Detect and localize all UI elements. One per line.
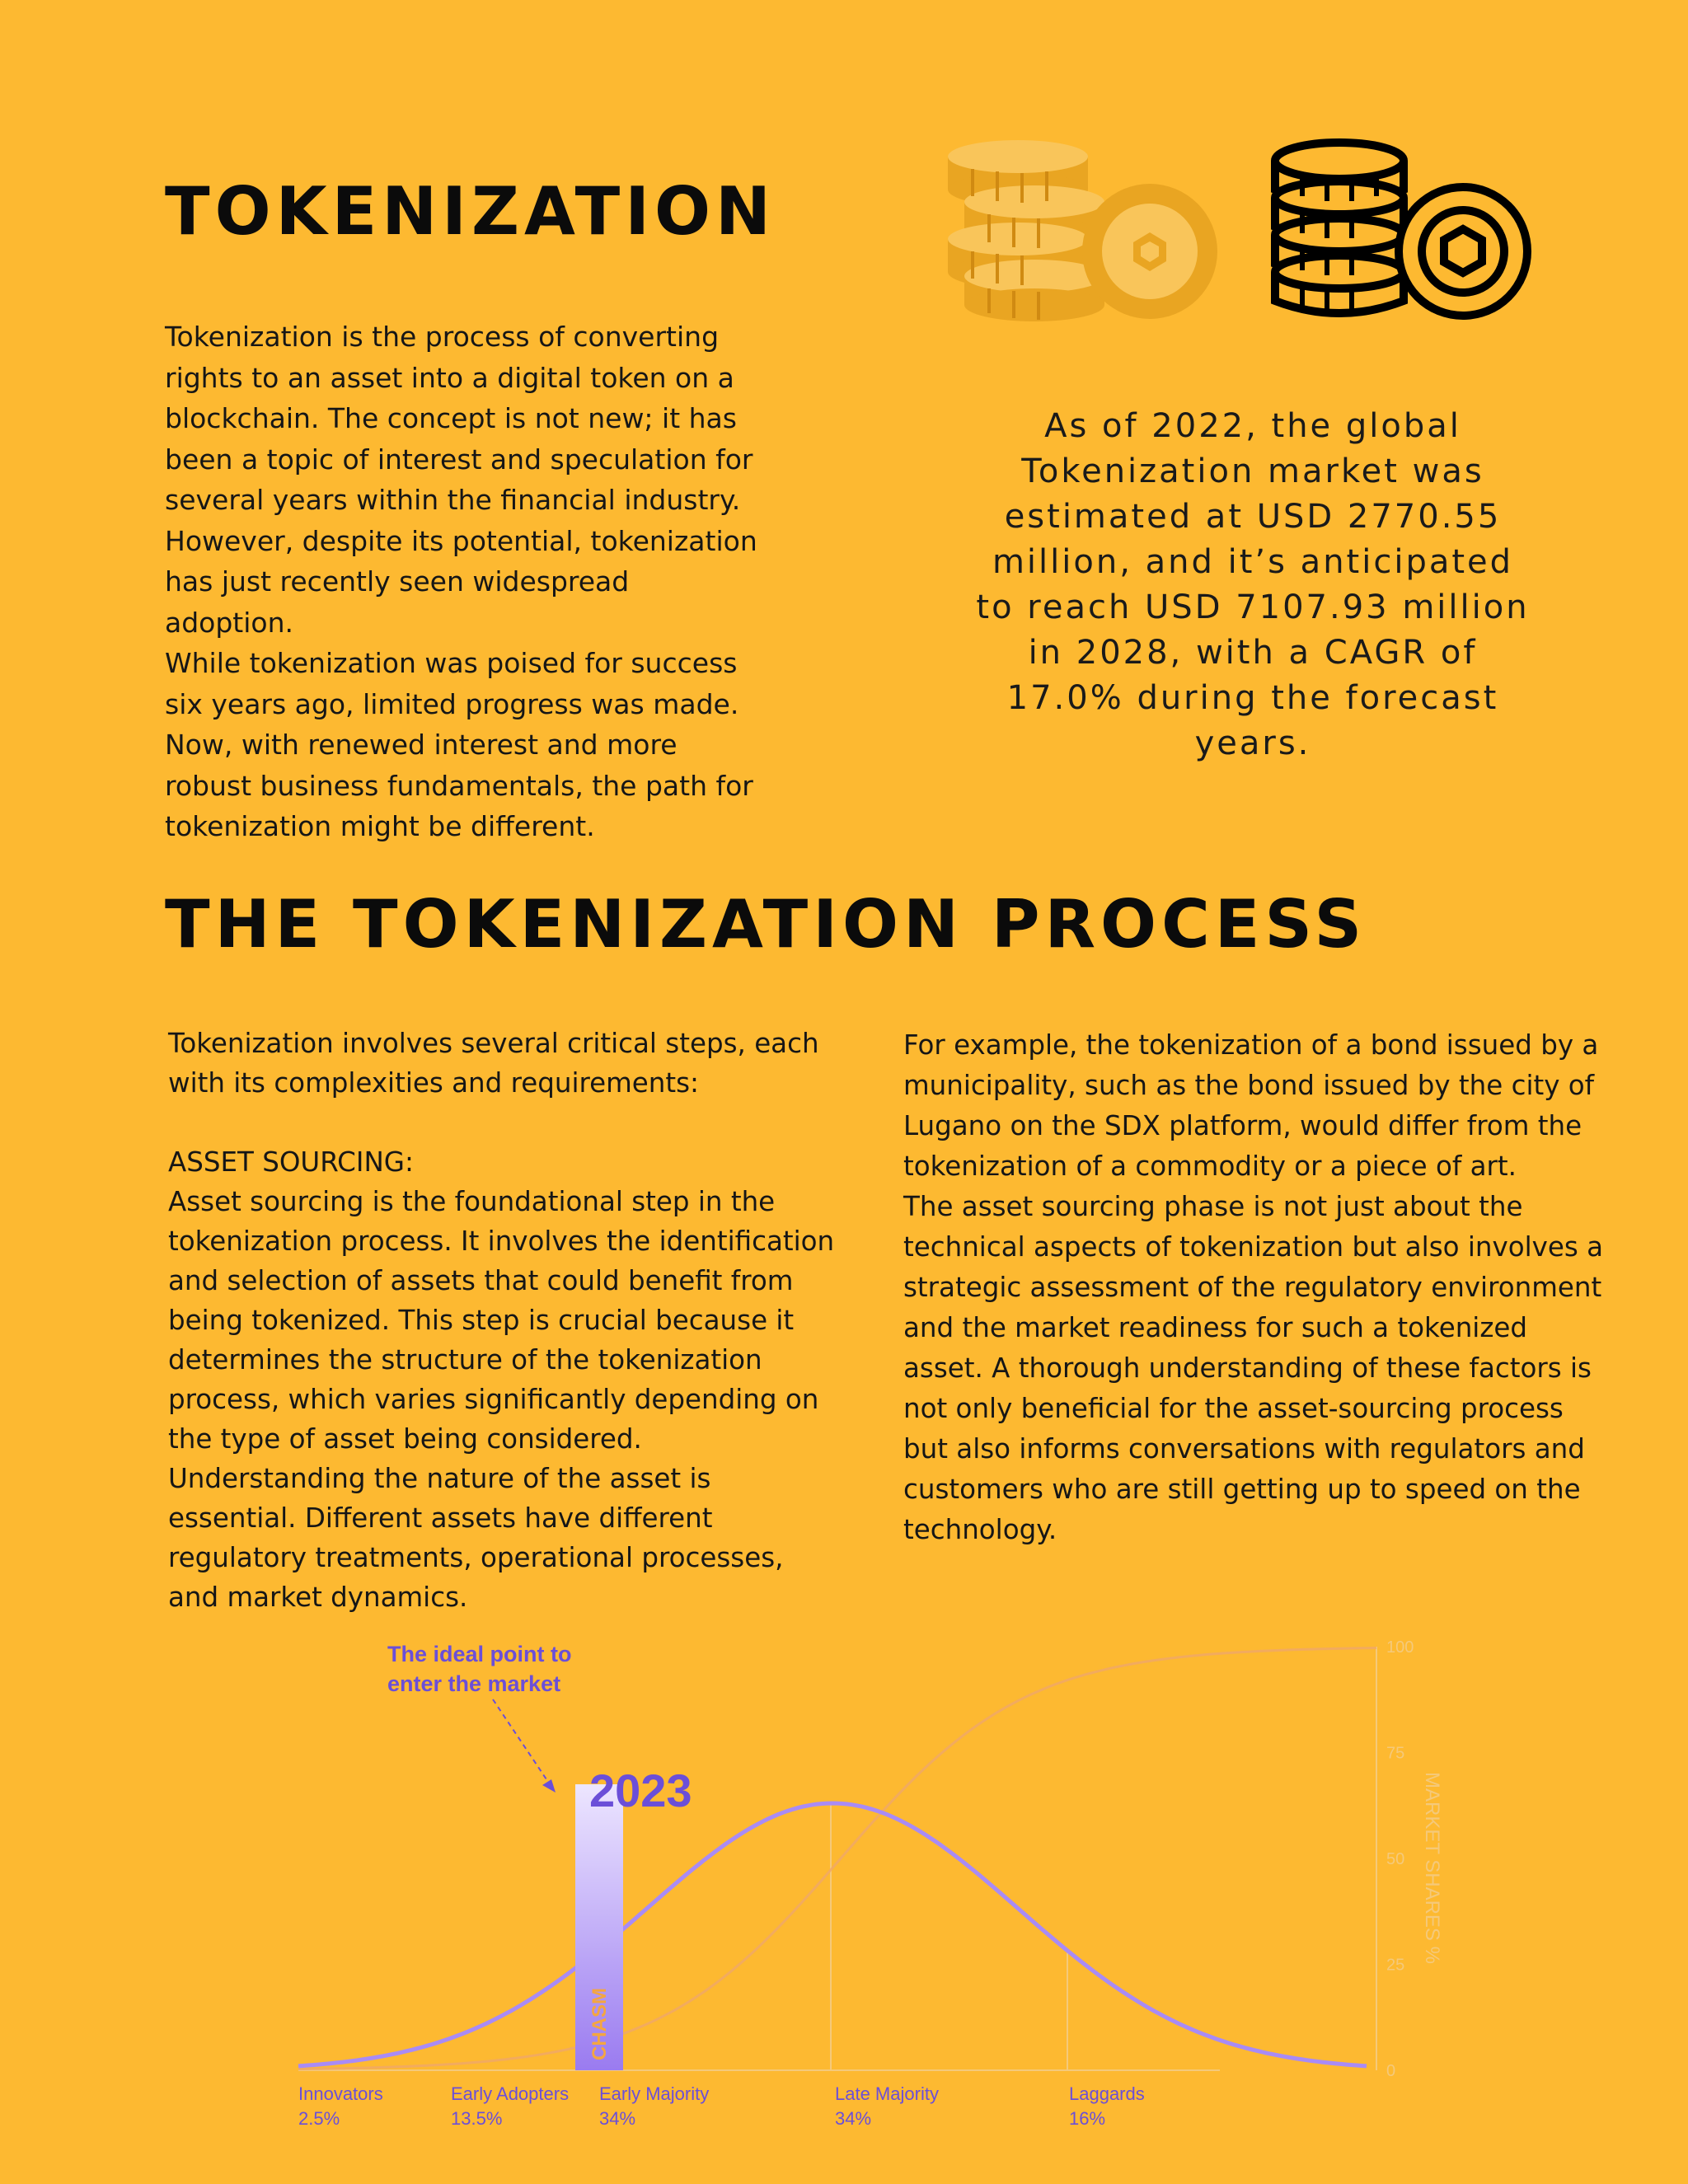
right-column-line: but also informs conversations with regulators and [903,1433,1585,1465]
year-label: 2023 [589,1765,692,1816]
intro-line: blockchain. The concept is not new; it has [165,402,737,434]
y-tick-label: 25 [1386,1956,1405,1975]
intro-line: Now, with renewed interest and more [165,729,678,761]
left-column-line: process, which varies significantly depending on [168,1384,819,1415]
right-column-line: asset. A thorough understanding of these factors is [903,1352,1592,1384]
stat-line: Tokenization market was [1021,452,1484,490]
intro-line: six years ago, limited progress was made. [165,687,739,720]
category-share: 16% [1069,2108,1106,2129]
stat-line: 17.0% during the forecast [1006,679,1499,717]
left-column-line: and selection of assets that could benefit from [168,1265,794,1296]
stat-line: estimated at USD 2770.55 [1004,498,1502,536]
category-label: Laggards [1069,2083,1145,2104]
right-column-line: strategic assessment of the regulatory environment [903,1272,1602,1303]
market-stat [931,404,1574,766]
category-share: 34% [835,2108,872,2129]
left-column-line: ASSET SOURCING: [168,1146,414,1178]
left-column-line: Asset sourcing is the foundational step in the [168,1186,776,1217]
intro-line: adoption. [165,606,294,639]
annotation-text: The ideal point to [387,1642,572,1666]
intro-line: Tokenization is the process of converting [165,321,720,353]
right-column-line: Lugano on the SDX platform, would differ from the [903,1110,1582,1141]
adoption-bell-curve [298,1803,1367,2066]
chasm-label: CHASM [588,1988,611,2060]
right-column-line: not only beneficial for the asset-sourcing process [903,1393,1564,1424]
intro-line: been a topic of interest and speculation for [165,443,753,476]
category-label: Early Adopters [451,2083,570,2104]
left-column-line [168,1103,852,1142]
category-share: 2.5% [298,2108,340,2129]
intro-line: tokenization might be different. [165,810,595,842]
intro-line: several years within the financial industry. [165,484,741,516]
y-axis-label: MARKET SHARES % [1421,1772,1443,1964]
left-column-line: with its complexities and requirements: [168,1067,700,1099]
left-column-line: tokenization process. It involves the identification [168,1226,835,1257]
process-right-column [903,1025,1629,1550]
intro-line: rights to an asset into a digital token on a [165,361,734,394]
left-column-line: regulatory treatments, operational processes, [168,1542,784,1573]
black-coins-icon [1265,132,1545,330]
process-left-column [168,1024,852,1617]
section-title: THE TOKENIZATION PROCESS [165,886,1367,963]
right-column-line: municipality, such as the bond issued by the city of [903,1070,1595,1101]
annotation-text: enter the market [387,1671,561,1696]
y-tick-label: 0 [1386,2062,1396,2080]
left-column-line: Understanding the nature of the asset is [168,1463,711,1494]
left-column-line: and market dynamics. [168,1582,468,1613]
stat-line: to reach USD 7107.93 million [976,588,1530,626]
left-column-line: essential. Different assets have different [168,1502,713,1534]
gold-coins-icon [940,132,1228,330]
right-column-line: The asset sourcing phase is not just about the [903,1191,1523,1222]
category-label: Late Majority [835,2083,939,2104]
stat-line: in 2028, with a CAGR of [1028,634,1478,672]
category-share: 13.5% [451,2108,503,2129]
arrow-head-icon [542,1779,556,1793]
right-column-line: For example, the tokenization of a bond issued by a [903,1029,1599,1061]
y-tick-label: 100 [1386,1638,1414,1657]
page-title: TOKENIZATION [165,173,776,250]
right-column-line: customers who are still getting up to speed on the [903,1474,1581,1505]
left-column-line: the type of asset being considered. [168,1423,642,1455]
intro-line: has just recently seen widespread [165,565,630,598]
stat-line: million, and it’s anticipated [992,543,1514,581]
intro-line: robust business fundamentals, the path for [165,769,753,802]
adoption-chart [272,1615,1475,2143]
stat-line: years. [1194,724,1311,762]
category-share: 34% [599,2108,636,2129]
annotation-arrow [493,1699,550,1784]
y-tick-label: 75 [1386,1744,1405,1763]
intro-line: However, despite its potential, tokenization [165,524,757,557]
left-column-line: Tokenization involves several critical steps, each [168,1028,819,1059]
right-column-line: and the market readiness for such a tokenized [903,1312,1528,1343]
right-column-line: tokenization of a commodity or a piece of art. [903,1151,1517,1182]
intro-paragraph [165,316,791,847]
stat-line: As of 2022, the global [1044,407,1461,445]
cumulative-curve [298,1648,1376,2069]
category-label: Early Majority [599,2083,710,2104]
left-column-line: determines the structure of the tokenization [168,1344,762,1376]
y-tick-label: 50 [1386,1850,1405,1868]
right-column-line: technology. [903,1514,1057,1545]
intro-line: While tokenization was poised for success [165,647,738,679]
left-column-line: being tokenized. This step is crucial because it [168,1305,795,1336]
category-label: Innovators [298,2083,383,2104]
right-column-line: technical aspects of tokenization but also involves a [903,1231,1604,1263]
